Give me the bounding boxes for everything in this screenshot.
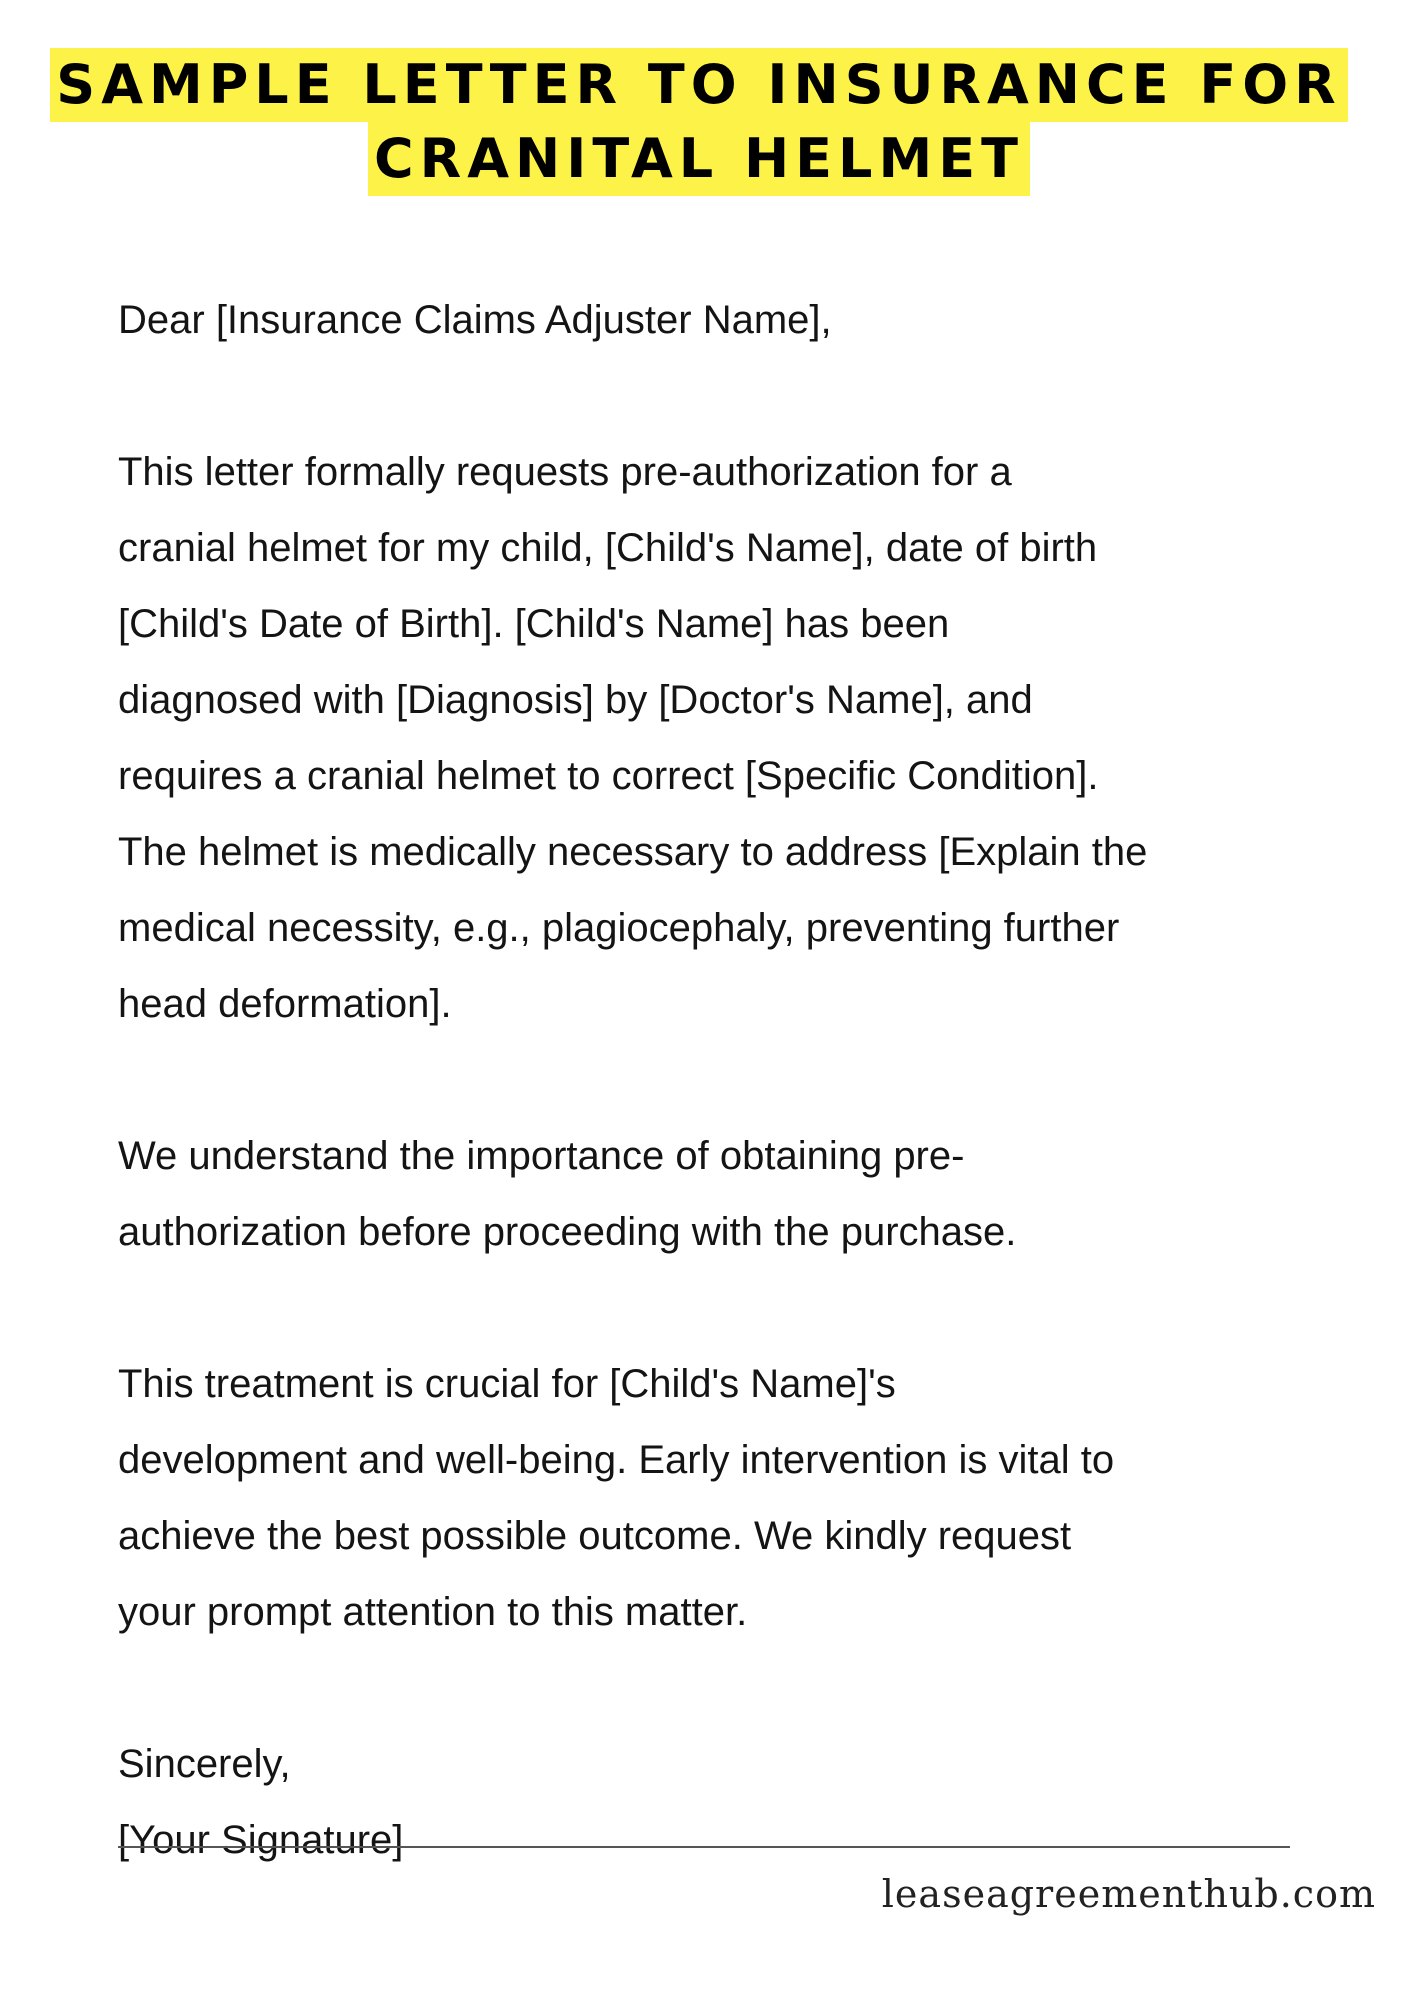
title-line-1: SAMPLE LETTER TO INSURANCE FOR (50, 48, 1347, 122)
signature-placeholder: [Your Signature] (118, 1818, 404, 1862)
paragraph-3-line: achieve the best possible outcome. We kindly request (118, 1514, 1072, 1558)
paragraph-1-line: requires a cranial helmet to correct [Specific Condition]. (118, 754, 1099, 798)
paragraph-1-line: [Child's Date of Birth]. [Child's Name] has been (118, 602, 950, 646)
signature-line (118, 1846, 1290, 1848)
paragraph-3-line: your prompt attention to this matter. (118, 1590, 748, 1634)
title-line-2: CRANITAL HELMET (368, 122, 1030, 196)
paragraph-1-line: head deformation]. (118, 982, 452, 1026)
paragraph-1-line: This letter formally requests pre-authorization for a (118, 450, 1012, 494)
salutation: Dear [Insurance Claims Adjuster Name], (118, 298, 832, 342)
paragraph-1-line: cranial helmet for my child, [Child's Name], date of birth (118, 526, 1098, 570)
paragraph-3-line: development and well-being. Early intervention is vital to (118, 1438, 1115, 1482)
paragraph-2-line: We understand the importance of obtaining pre- (118, 1134, 965, 1178)
document-title (0, 48, 1414, 196)
paragraph-1-line: The helmet is medically necessary to address [Explain the (118, 830, 1148, 874)
footer-site-name: leaseagreementhub.com (881, 1872, 1376, 1916)
paragraph-1-line: medical necessity, e.g., plagiocephaly, preventing further (118, 906, 1120, 950)
paragraph-2-line: authorization before proceeding with the purchase. (118, 1210, 1017, 1254)
closing: Sincerely, (118, 1742, 291, 1786)
paragraph-3-line: This treatment is crucial for [Child's Name]'s (118, 1362, 896, 1406)
paragraph-1-line: diagnosed with [Diagnosis] by [Doctor's Name], and (118, 678, 1033, 722)
letter-body (118, 282, 1348, 1878)
